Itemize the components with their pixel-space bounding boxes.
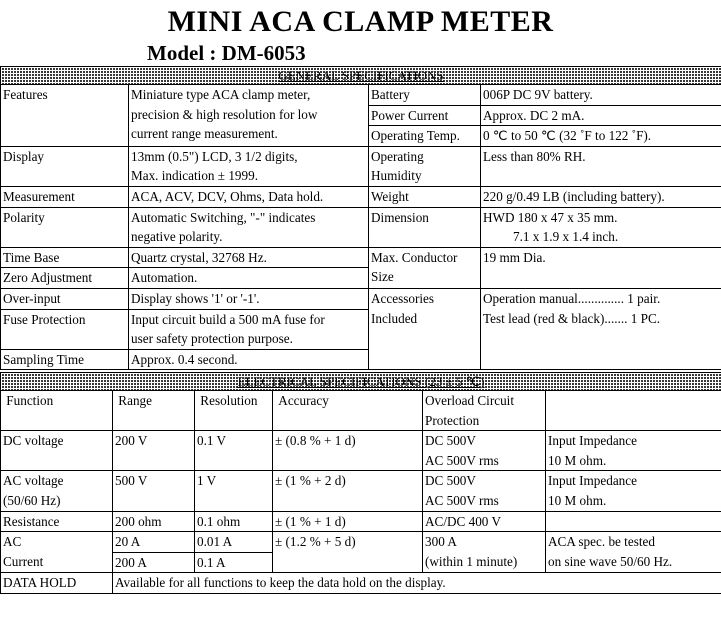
max-conductor-value: 19 mm Dia. [481, 247, 721, 288]
function-header: Function [1, 391, 113, 431]
resistance-protection: AC/DC 400 V [423, 511, 546, 532]
max-conductor-label: Max. Conductor Size [369, 247, 481, 288]
features-value: Miniature type ACA clamp meter, precision & high resolution for low current range measurement. [129, 85, 369, 147]
operating-temp-label: Operating Temp. [369, 126, 481, 147]
weight-label: Weight [369, 186, 481, 207]
fuse-protection-label: Fuse Protection [1, 309, 129, 349]
overload-protection-header: Overload Circuit Protection [423, 391, 546, 431]
resistance-range: 200 ohm [113, 511, 195, 532]
ac-voltage-protection: DC 500V AC 500V rms [423, 471, 546, 511]
over-input-value: Display shows '1' or '-1'. [129, 288, 369, 309]
dc-voltage-protection: DC 500V AC 500V rms [423, 431, 546, 471]
data-hold-value: Available for all functions to keep the data hold on the display. [113, 573, 721, 594]
document-title: MINI ACA CLAMP METER [167, 5, 554, 38]
ac-voltage-range: 500 V [113, 471, 195, 511]
features-label: Features [1, 85, 129, 147]
polarity-value: Automatic Switching, "-" indicates negative polarity. [129, 207, 369, 247]
dc-voltage-function: DC voltage [1, 431, 113, 471]
measurement-label: Measurement [1, 186, 129, 207]
display-value: 13mm (0.5") LCD, 3 1/2 digits, Max. indication ± 1999. [129, 146, 369, 186]
resolution-header: Resolution [195, 391, 273, 431]
zero-adjustment-label: Zero Adjustment [1, 268, 129, 289]
ac-current-accuracy: ± (1.2 % + 5 d) [273, 532, 423, 573]
dimension-label: Dimension [369, 207, 481, 247]
ac-current-note: ACA spec. be tested on sine wave 50/60 Hz. [546, 532, 721, 573]
ac-voltage-note: Input Impedance 10 M ohm. [546, 471, 721, 511]
dc-voltage-resolution: 0.1 V [195, 431, 273, 471]
electrical-specifications-header: ELECTRICAL SPECIFICATIONS (23 ± 5 ℃) [1, 373, 721, 391]
ac-current-resolution-20a: 0.01 A [195, 532, 273, 553]
resistance-note [546, 511, 721, 532]
general-specifications-header: GENERAL SPECIFICATIONS [1, 67, 721, 85]
ac-current-resolution-200a: 0.1 A [195, 552, 273, 573]
power-current-label: Power Current [369, 105, 481, 126]
data-hold-label: DATA HOLD [1, 573, 113, 594]
operating-temp-value: 0 ℃ to 50 ℃ (32 ˚F to 122 ˚F). [481, 126, 721, 147]
sampling-time-value: Approx. 0.4 second. [129, 349, 369, 370]
ac-current-function: AC Current [1, 532, 113, 573]
zero-adjustment-value: Automation. [129, 268, 369, 289]
polarity-label: Polarity [1, 207, 129, 247]
ac-current-range-20a: 20 A [113, 532, 195, 553]
accessories-label: Accessories Included [369, 288, 481, 369]
operating-humidity-value: Less than 80% RH. [481, 146, 721, 186]
power-current-value: Approx. DC 2 mA. [481, 105, 721, 126]
over-input-label: Over-input [1, 288, 129, 309]
weight-value: 220 g/0.49 LB (including battery). [481, 186, 721, 207]
battery-label: Battery [369, 85, 481, 106]
range-header: Range [113, 391, 195, 431]
time-base-label: Time Base [1, 247, 129, 268]
measurement-value: ACA, ACV, DCV, Ohms, Data hold. [129, 186, 369, 207]
operating-humidity-label: Operating Humidity [369, 146, 481, 186]
ac-current-protection: 300 A (within 1 minute) [423, 532, 546, 573]
display-label: Display [1, 146, 129, 186]
notes-header [546, 391, 721, 431]
dc-voltage-note: Input Impedance 10 M ohm. [546, 431, 721, 471]
general-specifications-table [0, 66, 721, 370]
battery-value: 006P DC 9V battery. [481, 85, 721, 106]
ac-current-range-200a: 200 A [113, 552, 195, 573]
resistance-accuracy: ± (1 % + 1 d) [273, 511, 423, 532]
resistance-resolution: 0.1 ohm [195, 511, 273, 532]
fuse-protection-value: Input circuit build a 500 mA fuse for user safety protection purpose. [129, 309, 369, 349]
ac-voltage-accuracy: ± (1 % + 2 d) [273, 471, 423, 511]
ac-voltage-resolution: 1 V [195, 471, 273, 511]
dimension-value: HWD 180 x 47 x 35 mm. 7.1 x 1.9 x 1.4 inch. [481, 207, 721, 247]
accessories-value: Operation manual.............. 1 pair. Test lead (red & black)....... 1 PC. [481, 288, 721, 369]
dc-voltage-accuracy: ± (0.8 % + 1 d) [273, 431, 423, 471]
resistance-function: Resistance [1, 511, 113, 532]
sampling-time-label: Sampling Time [1, 349, 129, 370]
accuracy-header: Accuracy [273, 391, 423, 431]
time-base-value: Quartz crystal, 32768 Hz. [129, 247, 369, 268]
electrical-specifications-table [0, 372, 721, 594]
dc-voltage-range: 200 V [113, 431, 195, 471]
ac-voltage-function: AC voltage (50/60 Hz) [1, 471, 113, 511]
model-number: Model : DM-6053 [147, 41, 306, 65]
